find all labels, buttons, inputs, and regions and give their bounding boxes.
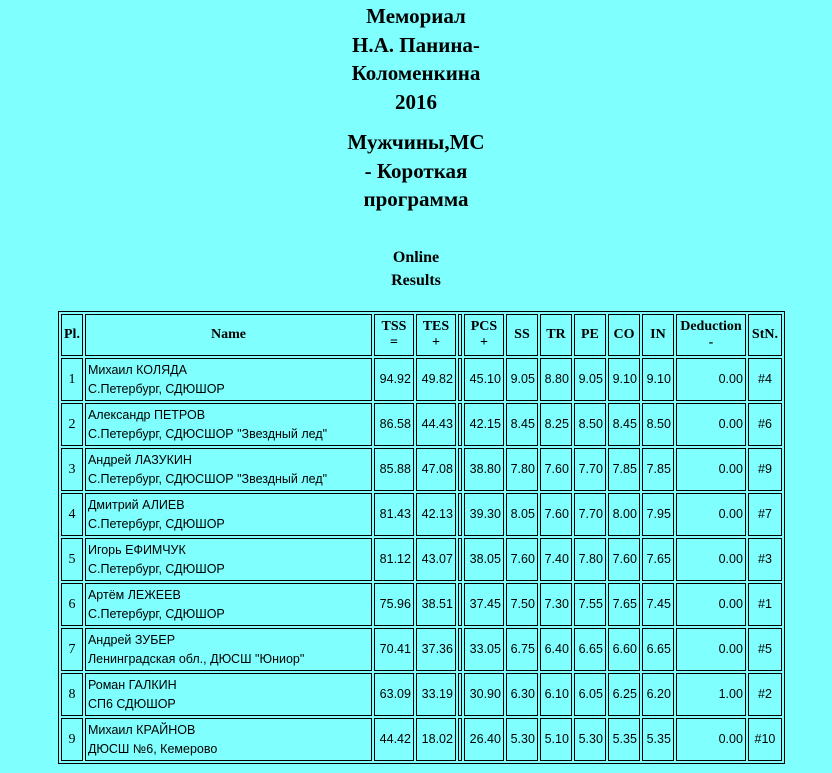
pcs-cell: 38.05 [464,538,504,581]
tes-cell: 33.19 [416,673,456,716]
tes-cell: 42.13 [416,493,456,536]
deduction-cell: 0.00 [676,448,746,491]
col-start-number: StN. [748,314,782,356]
athlete-club: С.Петербург, СДЮШОР [87,381,225,396]
tss-cell: 85.88 [374,448,414,491]
subtitle-line: программа [363,187,469,211]
pe-cell: 9.05 [574,358,606,401]
pe-cell: 7.70 [574,493,606,536]
table-row [61,493,782,536]
table-row [61,673,782,716]
athlete-cell [85,538,372,581]
col-deduction: Deduction - [676,314,746,356]
in-cell: 8.50 [642,403,674,446]
pe-cell: 7.70 [574,448,606,491]
subtitle-line: - Короткая [364,158,468,183]
place-cell: 2 [61,403,83,446]
in-cell: 7.45 [642,583,674,626]
tss-cell: 81.43 [374,493,414,536]
results-table [58,311,785,764]
co-cell: 8.00 [608,493,640,536]
separator-cell [458,583,462,626]
start-number-cell: #1 [748,583,782,626]
in-cell: 6.20 [642,673,674,716]
tss-cell: 81.12 [374,538,414,581]
co-cell: 5.35 [608,718,640,761]
athlete-club: С.Петербург, СДЮСШОР "Звездный лед" [87,471,328,486]
tr-cell: 6.10 [540,673,572,716]
co-cell: 7.85 [608,448,640,491]
athlete-name: Андрей ЗУБЕР [87,632,176,647]
table-row [61,538,782,581]
athlete-club: С.Петербург, СДЮСШОР "Звездный лед" [87,426,328,441]
subtitle-line: Мужчины,МС [347,130,485,154]
ss-cell: 6.30 [506,673,538,716]
start-number-cell: #5 [748,628,782,671]
separator-cell [458,493,462,536]
tr-cell: 7.60 [540,493,572,536]
col-co: CO [608,314,640,356]
athlete-cell [85,718,372,761]
place-cell: 7 [61,628,83,671]
ss-cell: 7.50 [506,583,538,626]
col-tss: TSS = [374,314,414,356]
athlete-club: СП6 СДЮШОР [87,696,176,711]
col-separator [458,314,462,356]
deduction-cell: 0.00 [676,628,746,671]
tss-cell: 94.92 [374,358,414,401]
tes-cell: 44.43 [416,403,456,446]
title-line: Коломенкина [351,61,481,85]
athlete-club: С.Петербург, СДЮШОР [87,516,225,531]
place-cell: 1 [61,358,83,401]
in-cell: 7.95 [642,493,674,536]
in-cell: 7.65 [642,538,674,581]
title-line: Мемориал [366,4,466,28]
pcs-cell: 30.90 [464,673,504,716]
tes-cell: 37.36 [416,628,456,671]
table-row [61,358,782,401]
col-tr: TR [540,314,572,356]
category-title [0,128,832,214]
start-number-cell: #2 [748,673,782,716]
start-number-cell: #7 [748,493,782,536]
table-row [61,403,782,446]
place-cell: 6 [61,583,83,626]
col-name: Name [85,314,372,356]
event-title [0,2,832,116]
table-row [61,448,782,491]
tr-cell: 8.80 [540,358,572,401]
tes-cell: 43.07 [416,538,456,581]
ss-cell: 8.45 [506,403,538,446]
col-pcs: PCS + [464,314,504,356]
place-cell: 8 [61,673,83,716]
athlete-name: Андрей ЛАЗУКИН [87,452,192,467]
athlete-name: Артём ЛЕЖЕЕВ [87,587,181,602]
col-in: IN [642,314,674,356]
title-line: 2016 [395,89,437,114]
col-tes: TES + [416,314,456,356]
co-cell: 7.65 [608,583,640,626]
co-cell: 8.45 [608,403,640,446]
pe-cell: 6.65 [574,628,606,671]
athlete-cell [85,358,372,401]
place-cell: 3 [61,448,83,491]
table-row [61,583,782,626]
separator-cell [458,628,462,671]
pe-cell: 7.55 [574,583,606,626]
pcs-cell: 33.05 [464,628,504,671]
co-cell: 6.60 [608,628,640,671]
ss-cell: 9.05 [506,358,538,401]
pcs-cell: 42.15 [464,403,504,446]
athlete-cell [85,493,372,536]
deduction-cell: 0.00 [676,583,746,626]
athlete-name: Михаил КОЛЯДА [87,362,187,377]
ss-cell: 6.75 [506,628,538,671]
pe-cell: 7.80 [574,538,606,581]
athlete-name: Роман ГАЛКИН [87,677,177,692]
co-cell: 9.10 [608,358,640,401]
in-cell: 9.10 [642,358,674,401]
header-row [61,314,782,356]
ss-cell: 8.05 [506,493,538,536]
pcs-cell: 39.30 [464,493,504,536]
ss-cell: 7.60 [506,538,538,581]
in-cell: 7.85 [642,448,674,491]
separator-cell [458,538,462,581]
tss-cell: 75.96 [374,583,414,626]
tes-cell: 47.08 [416,448,456,491]
athlete-club: С.Петербург, СДЮШОР [87,606,225,621]
separator-cell [458,358,462,401]
table-row [61,628,782,671]
start-number-cell: #9 [748,448,782,491]
separator-cell [458,673,462,716]
tss-cell: 70.41 [374,628,414,671]
title-line: Н.А. Панина- [352,32,480,57]
place-cell: 9 [61,718,83,761]
co-cell: 7.60 [608,538,640,581]
athlete-cell [85,628,372,671]
pcs-cell: 45.10 [464,358,504,401]
start-number-cell: #10 [748,718,782,761]
athlete-cell [85,583,372,626]
separator-cell [458,718,462,761]
ss-cell: 5.30 [506,718,538,761]
deduction-cell: 0.00 [676,718,746,761]
tr-cell: 5.10 [540,718,572,761]
separator-cell [458,403,462,446]
table-row [61,718,782,761]
athlete-name: Михаил КРАЙНОВ [87,722,196,737]
tr-cell: 7.30 [540,583,572,626]
athlete-club: Ленинградская обл., ДЮСШ "Юниор" [87,651,305,666]
athlete-cell [85,403,372,446]
deduction-cell: 1.00 [676,673,746,716]
pe-cell: 8.50 [574,403,606,446]
separator-cell [458,448,462,491]
tss-cell: 44.42 [374,718,414,761]
tr-cell: 7.60 [540,448,572,491]
col-ss: SS [506,314,538,356]
pcs-cell: 38.80 [464,448,504,491]
in-cell: 5.35 [642,718,674,761]
start-number-cell: #4 [748,358,782,401]
deduction-cell: 0.00 [676,403,746,446]
tes-cell: 49.82 [416,358,456,401]
ss-cell: 7.80 [506,448,538,491]
start-number-cell: #3 [748,538,782,581]
athlete-cell [85,448,372,491]
deduction-cell: 0.00 [676,493,746,536]
tes-cell: 38.51 [416,583,456,626]
online-line: Online [392,249,440,266]
col-place: Pl. [61,314,83,356]
in-cell: 6.65 [642,628,674,671]
athlete-club: С.Петербург, СДЮШОР [87,561,225,576]
tss-cell: 86.58 [374,403,414,446]
tss-cell: 63.09 [374,673,414,716]
pe-cell: 5.30 [574,718,606,761]
deduction-cell: 0.00 [676,538,746,581]
athlete-club: ДЮСШ №6, Кемерово [87,741,218,756]
pcs-cell: 26.40 [464,718,504,761]
athlete-name: Игорь ЕФИМЧУК [87,542,186,557]
tr-cell: 7.40 [540,538,572,581]
pcs-cell: 37.45 [464,583,504,626]
pe-cell: 6.05 [574,673,606,716]
athlete-name: Дмитрий АЛИЕВ [87,497,185,512]
co-cell: 6.25 [608,673,640,716]
start-number-cell: #6 [748,403,782,446]
deduction-cell: 0.00 [676,358,746,401]
place-cell: 4 [61,493,83,536]
col-pe: PE [574,314,606,356]
online-results-heading [0,246,832,292]
athlete-cell [85,673,372,716]
online-line: Results [391,272,441,289]
tr-cell: 8.25 [540,403,572,446]
athlete-name: Александр ПЕТРОВ [87,407,206,422]
place-cell: 5 [61,538,83,581]
tr-cell: 6.40 [540,628,572,671]
tes-cell: 18.02 [416,718,456,761]
